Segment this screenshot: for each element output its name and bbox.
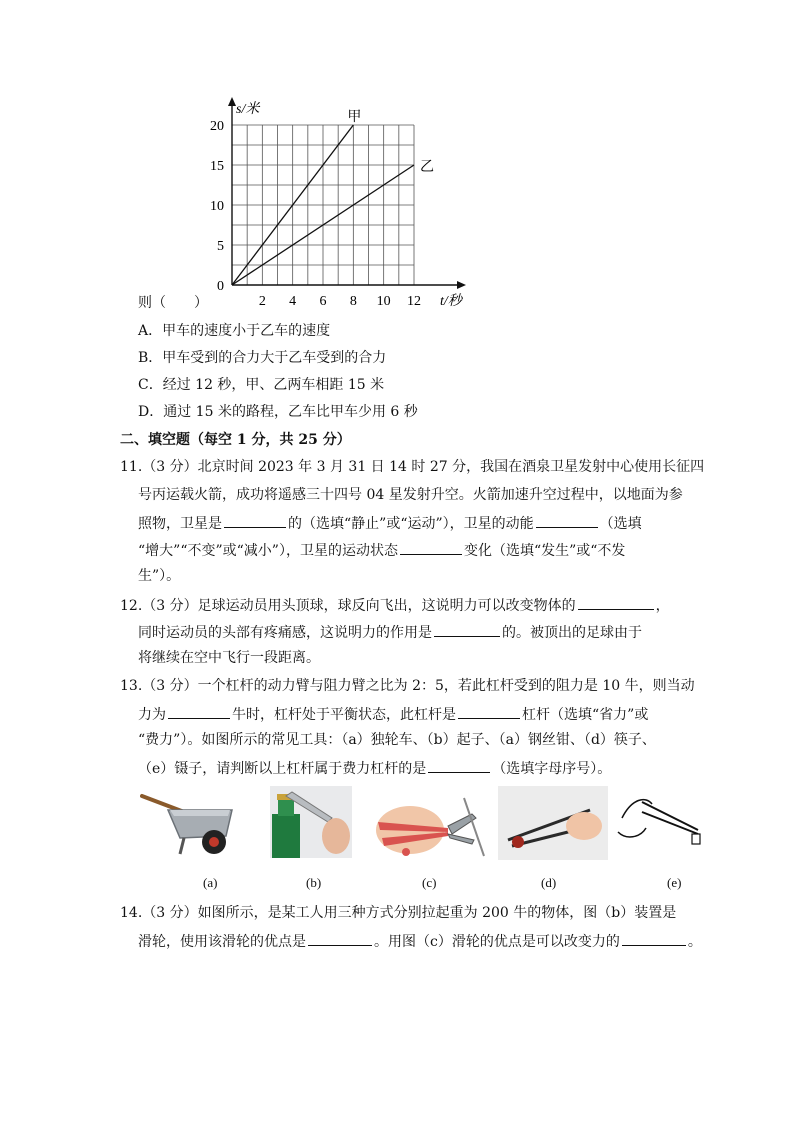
chart-grid [232,125,414,285]
q11-blank-1[interactable] [224,513,286,528]
q11-line-2: 号丙运载火箭，成功将遥感三十四号 04 星发射升空。火箭加速升空过程中，以地面为参 [138,487,683,503]
q13-line-1: 13.（3 分）一个杠杆的动力臂与阻力臂之比为 2：5，若此杠杆受到的阻力是 10 牛，则当动 [120,678,695,694]
q13-line-2: 力为 牛时，杠杆处于平衡状态，此杠杆是 杠杆（选填“省力”或 [138,704,648,724]
q11-line-5: 生”）。 [138,568,181,584]
q14-line-2: 滑轮，使用该滑轮的优点是 。用图（c）滑轮的优点是可以改变力的 。 [138,931,702,951]
q13-blank-1[interactable] [168,704,230,719]
y-tick-label: 20 [210,119,224,134]
q14-line-1: 14.（3 分）如图所示，是某工人用三种方式分别拉起重为 200 牛的物体，图（b）装置是 [120,905,677,921]
q12-line-1: 12.（3 分）足球运动员用头顶球，球反向飞出，这说明力可以改变物体的 ， [120,595,670,615]
q13-line-3: “费力”）。如图所示的常见工具：（a）独轮车、（b）起子、（a）钢丝钳、（d）筷子、 [138,732,656,748]
y-axis-arrow [228,97,236,106]
q10-option-c: C．经过 12 秒，甲、乙两车相距 15 米 [138,377,385,393]
x-tick-label: 12 [407,294,421,307]
q13-blank-2[interactable] [458,704,520,719]
caption-e: (e) [667,875,682,890]
q12-line-2: 同时运动员的头部有疼痛感，这说明力的作用是 的。被顶出的足球由于 [138,622,642,642]
y-axis-label: s/米 [236,102,260,117]
caption-b: (b) [306,875,322,890]
x-tick-label: 4 [289,294,297,307]
series-label-1: 甲 [347,109,362,125]
q11-blank-2[interactable] [536,513,598,528]
q12-blank-1[interactable] [578,595,654,610]
y-tick-label: 10 [210,199,224,214]
q12-line-3: 将继续在空中飞行一段距离。 [138,650,320,666]
q13-blank-3[interactable] [428,758,490,773]
q14-blank-1[interactable] [308,931,372,946]
tweezers-image [612,788,706,860]
q11-blank-3[interactable] [400,540,462,555]
q12-blank-2[interactable] [434,622,500,637]
x-axis-label: t/秒 [440,294,462,307]
wheelbarrow-image [140,788,240,860]
q10-option-d: D．通过 15 米的路程，乙车比甲车少用 6 秒 [138,404,418,420]
x-tick-label: 6 [319,294,327,307]
q10-stem: 则（ ） [138,295,208,311]
series-label-2: 乙 [420,159,434,175]
q11-line-1: 11.（3 分）北京时间 2023 年 3 月 31 日 14 时 27 分，我国在酒泉卫星发射中心使用长征四 [120,459,705,475]
y-tick-label: 0 [217,279,224,294]
caption-a: (a) [203,875,218,890]
x-tick-label: 10 [376,294,391,307]
s-t-chart [200,92,490,307]
chart-axes [228,97,466,289]
q13-line-4: （e）镊子，请判断以上杠杆属于费力杠杆的是 （选填字母序号）。 [138,758,611,778]
x-tick-label: 8 [349,294,357,307]
section-title: 二、填空题（每空 1 分，共 25 分） [120,432,351,448]
chopsticks-image [498,786,608,860]
y-tick-label: 15 [210,159,224,174]
q11-line-4: “增大”“不变”或“减小”），卫星的运动状态 变化（选填“发生”或“不发 [138,540,625,560]
y-tick-label: 5 [217,239,224,254]
x-tick-label: 2 [258,294,266,307]
q14-blank-2[interactable] [622,931,686,946]
q10-option-b: B．甲车受到的合力大于乙车受到的合力 [138,350,387,366]
q11-line-3: 照物，卫星是 的（选填“静止”或“运动”），卫星的动能 （选填 [138,513,642,533]
caption-d: (d) [541,875,557,890]
bottle-opener-image [270,786,352,858]
chart-tick-labels [210,101,465,307]
caption-c: (c) [422,875,437,890]
q10-option-a: A．甲车的速度小于乙车的速度 [138,323,331,339]
pliers-image [368,790,492,862]
x-axis-arrow [457,281,466,289]
